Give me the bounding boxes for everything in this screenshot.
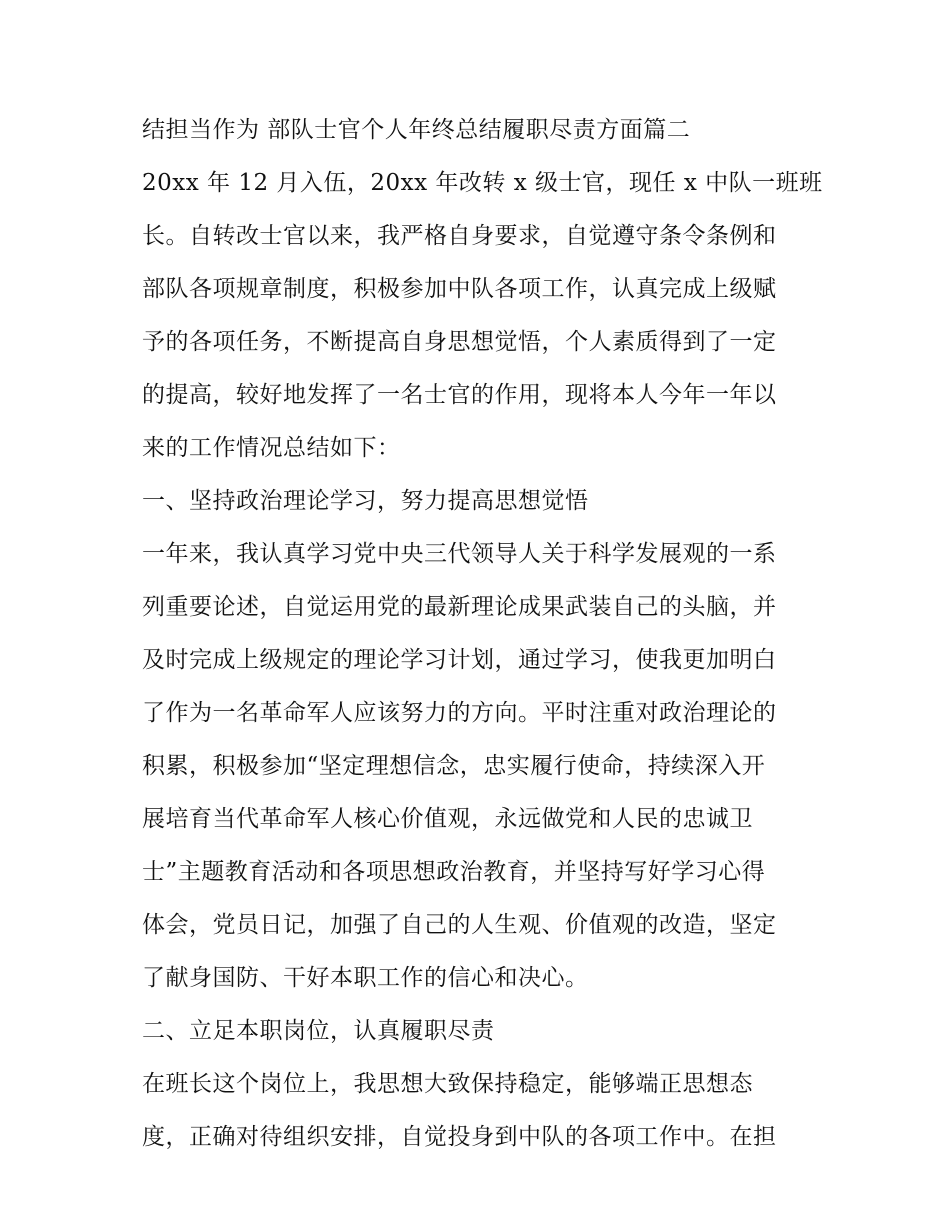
body-text-line: 20xx 年 12 月入伍，20xx 年改转 x 级士官，现任 x 中队一班班 <box>142 170 823 196</box>
document-title-line: 结担当作为 部队士官个人年终总结履职尽责方面篇二 <box>142 117 691 143</box>
body-text-line: 及时完成上级规定的理论学习计划，通过学习，使我更加明白 <box>142 647 777 673</box>
document-body <box>142 112 823 1172</box>
body-text-line: 予的各项任务，不断提高自身思想觉悟，个人素质得到了一定 <box>142 329 777 355</box>
body-text-line: 体会，党员日记，加强了自己的人生观、价值观的改造，坚定 <box>142 912 777 938</box>
body-text-line: 展培育当代革命军人核心价值观，永远做党和人民的忠诚卫 <box>142 806 753 832</box>
body-text-line: 部队各项规章制度，积极参加中队各项工作，认真完成上级赋 <box>142 276 777 302</box>
section-heading-2: 二、立足本职岗位，认真履职尽责 <box>142 1018 495 1044</box>
body-text-line: 度，正确对待组织安排，自觉投身到中队的各项工作中。在担 <box>142 1124 777 1150</box>
body-text-line: 长。自转改士官以来，我严格自身要求，自觉遵守条令条例和 <box>142 223 777 249</box>
body-text-line: 士”主题教育活动和各项思想政治教育，并坚持写好学习心得 <box>142 859 766 885</box>
body-text-line: 的提高，较好地发挥了一名士官的作用，现将本人今年一年以 <box>142 382 777 408</box>
body-text-line: 在班长这个岗位上，我思想大致保持稳定，能够端正思想态 <box>142 1071 753 1097</box>
body-text-line: 来的工作情况总结如下： <box>142 435 401 461</box>
body-text-line: 一年来，我认真学习党中央三代领导人关于科学发展观的一系 <box>142 541 777 567</box>
body-text-line: 积累，积极参加“坚定理想信念，忠实履行使命，持续深入开 <box>142 753 766 779</box>
body-text-line: 了献身国防、干好本职工作的信心和决心。 <box>142 965 589 991</box>
body-text-line: 了作为一名革命军人应该努力的方向。平时注重对政治理论的 <box>142 700 777 726</box>
section-heading-1: 一、坚持政治理论学习，努力提高思想觉悟 <box>142 488 589 514</box>
body-text-line: 列重要论述，自觉运用党的最新理论成果武装自己的头脑，并 <box>142 594 777 620</box>
